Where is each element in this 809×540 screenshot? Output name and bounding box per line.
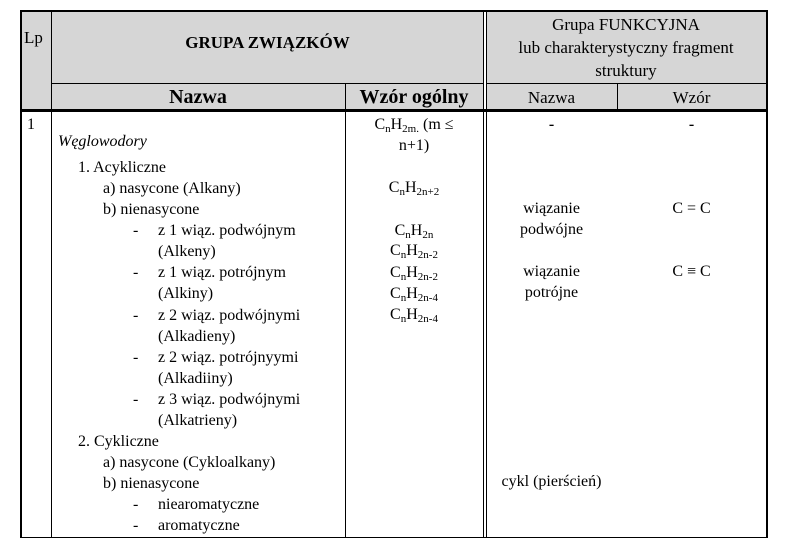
table-top-border <box>20 10 768 12</box>
fg-triple-formula: C ≡ C <box>672 263 711 280</box>
border-left <box>20 10 22 538</box>
header-wzor-ogolny: Wzór ogólny <box>359 86 469 108</box>
item-alkatrieny-2: (Alkatrieny) <box>158 412 238 429</box>
header-nazwa: Nazwa <box>169 86 227 108</box>
header-fg-nazwa: Nazwa <box>527 88 576 107</box>
item-alkiny-2: (Alkiny) <box>158 285 214 302</box>
formula-general-1: $C_nH_{2m.}$ (m ≤ <box>374 116 454 135</box>
formula-general-2: n+1) <box>398 137 430 154</box>
fg-double-1: wiązanie <box>523 200 580 217</box>
header-fg-wzor: Wzór <box>672 88 711 107</box>
item-alkadieny-1: z 2 wiąz. podwójnymi <box>158 307 301 324</box>
dash-7: - <box>133 517 139 534</box>
row-lp: 1 <box>27 116 35 133</box>
dash-2: - <box>133 264 139 281</box>
formula-alkiny: $C_nH_{2n-2}$ <box>390 242 438 261</box>
header-shade-lp <box>22 12 51 109</box>
fg-formula-dash: - <box>688 116 695 133</box>
item-alkatrieny-1: z 3 wiąz. podwójnymi <box>158 391 301 408</box>
item-cykliczne-nienasycone: b) nienasycone <box>103 475 200 492</box>
fg-triple-1: wiązanie <box>523 263 580 280</box>
dash-5: - <box>133 391 139 408</box>
formula-alkadiiny: $C_nH_{2n-4}$ <box>390 285 438 304</box>
formula-alkany: $C_nH_{2n+2}$ <box>388 179 440 198</box>
header-fg-line2: lub charakterystyczny fragment <box>518 38 734 57</box>
item-nasycone-cykloalkany: a) nasycone (Cykloalkany) <box>103 454 276 471</box>
subheader-line-left <box>51 83 484 84</box>
table-bottom-border <box>20 537 768 538</box>
header-lp: Lp <box>24 28 43 47</box>
item-alkeny-2: (Alkeny) <box>158 243 216 260</box>
dash-4: - <box>133 349 139 366</box>
item-niearomatyczne: niearomatyczne <box>158 496 260 513</box>
item-nasycone-alkany: a) nasycone (Alkany) <box>103 180 241 197</box>
fg-double-formula: C = C <box>672 200 711 217</box>
fg-ring: cykl (pierścień) <box>501 473 602 490</box>
border-right <box>766 10 768 538</box>
header-bottom-border <box>20 109 768 112</box>
item-alkiny-1: z 1 wiąz. potrójnym <box>158 264 286 281</box>
item-acykliczne: 1. Acykliczne <box>78 159 166 176</box>
header-fg-line3: struktury <box>595 61 657 80</box>
fg-name-dash: - <box>548 116 555 133</box>
header-grupa-zwiazkow: GRUPA ZWIĄZKÓW <box>185 33 350 52</box>
divider-double-a <box>483 10 484 538</box>
dash-3: - <box>133 307 139 324</box>
subheader-line-right <box>486 83 766 84</box>
header-fg-line1: Grupa FUNKCYJNA <box>552 15 700 34</box>
formula-alkadieny: $C_nH_{2n-2}$ <box>390 264 438 283</box>
item-alkeny-1: z 1 wiąz. podwójnym <box>158 222 296 239</box>
item-aromatyczne: aromatyczne <box>158 517 240 534</box>
dash-1: - <box>133 222 139 239</box>
fg-double-2: podwójne <box>519 221 584 238</box>
item-nienasycone: b) nienasycone <box>103 201 200 218</box>
row-title: Węglowodory <box>58 133 147 150</box>
formula-alkatrieny: $C_nH_{2n-4}$ <box>390 306 438 325</box>
item-alkadiiny-2: (Alkadiiny) <box>158 370 233 387</box>
item-alkadieny-2: (Alkadieny) <box>158 328 236 345</box>
item-alkadiiny-1: z 2 wiąz. potrójnyymi <box>158 349 299 366</box>
formula-alkeny: $C_nH_{2n}$ <box>394 222 434 241</box>
fg-triple-2: potrójne <box>524 284 579 301</box>
item-cykliczne: 2. Cykliczne <box>78 433 159 450</box>
dash-6: - <box>133 496 139 513</box>
